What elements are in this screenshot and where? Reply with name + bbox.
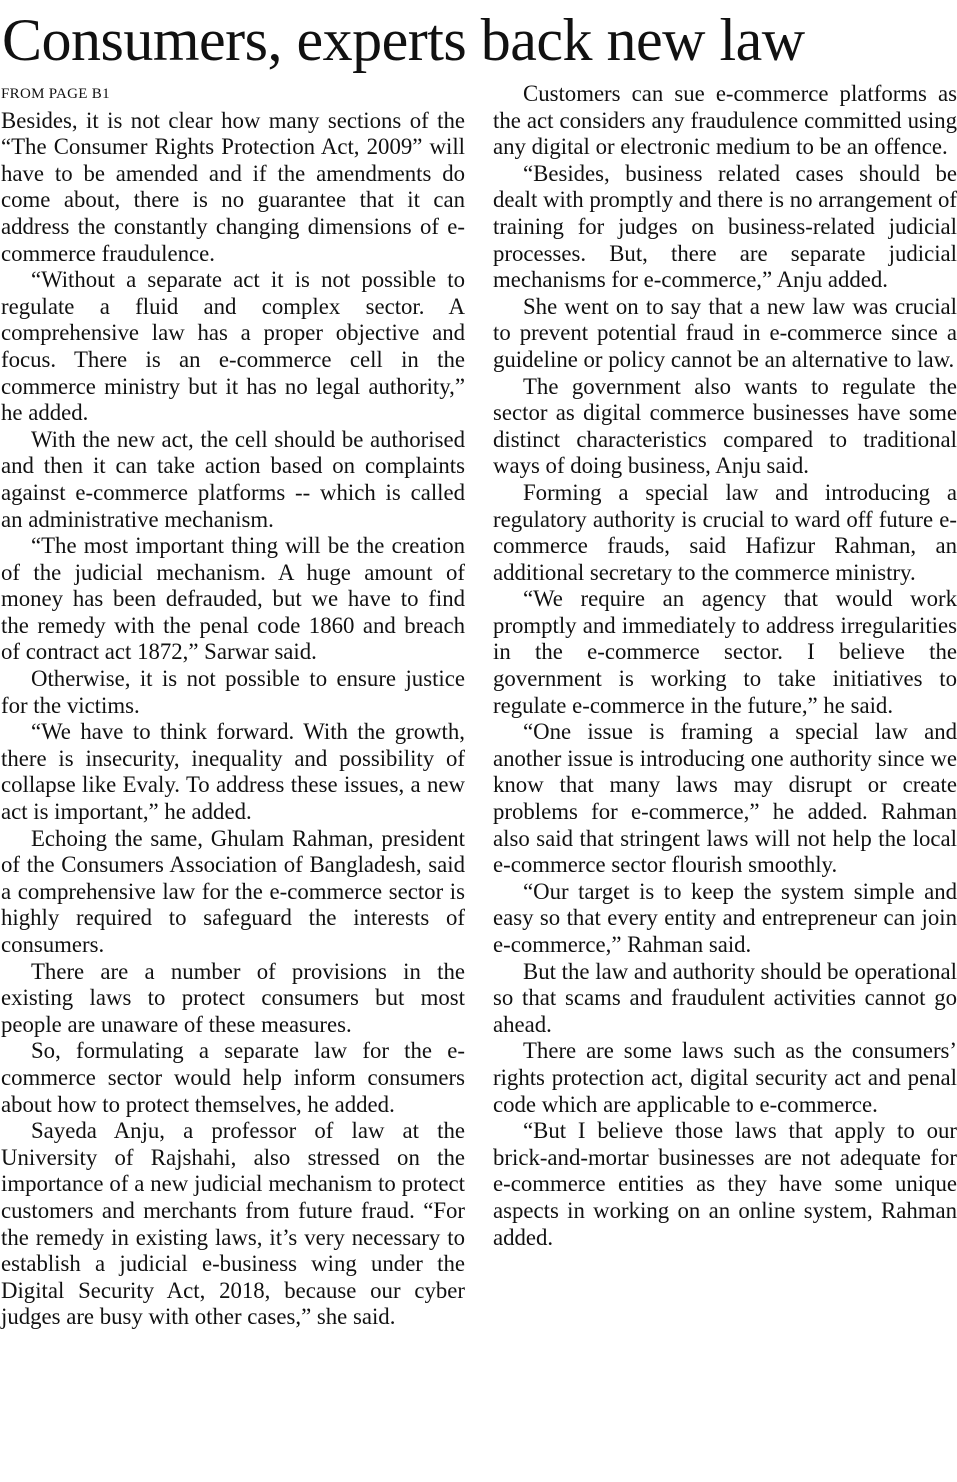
paragraph: “Our target is to keep the system simple and easy so that every entity and entrepreneur can join e-commerce,” Rahman said. [493,878,957,957]
paragraph: “One issue is framing a special law and another issue is introducing one authority since we know that many laws may disrupt or create problems for e-commerce,” he added. Rahman also said that stringent laws will not help the local e-commerce sector flourish smoothly. [493,719,957,878]
headline: Consumers, experts back new law [2,7,805,73]
paragraph: There are a number of provisions in the existing laws to protect consumers but most people are unaware of these measures. [1,958,465,1037]
paragraph: There are some laws such as the consumers’ rights protection act, digital security act and penal code which are applicable to e-commerce. [493,1038,957,1117]
paragraph: Forming a special law and introducing a regulatory authority is crucial to ward off future e-commerce frauds, said Hafizur Rahman, an additional secretary to the commerce ministry. [493,479,957,585]
paragraph: “We have to think forward. With the growth, there is insecurity, inequality and possibility of collapse like Evaly. To address these issues, a new act is important,” he added. [1,719,465,825]
paragraph: But the law and authority should be operational so that scams and fraudulent activities cannot go ahead. [493,958,957,1037]
paragraph: Customers can sue e-commerce platforms as the act considers any fraudulence committed using any digital or electronic medium to be an offence. [493,81,957,160]
paragraph: “Besides, business related cases should be dealt with promptly and there is no arrangement of training for judges on business-related judicial processes. But, there are separate judicial mechanisms for e-commerce,” Anju added. [493,160,957,293]
paragraph: Echoing the same, Ghulam Rahman, president of the Consumers Association of Bangladesh, said a comprehensive law for the e-commerce sector is highly required to safeguard the interests of consumers. [1,825,465,957]
paragraph: Sayeda Anju, a professor of law at the University of Rajshahi, also stressed on the importance of a new judicial mechanism to protect customers and merchants from future fraud. “For the remedy in existing laws, it’s very necessary to establish a judicial e-business wing under the Digital Security Act, 2018, because our cyber judges are busy with other cases,” she said. [1,1118,465,1330]
paragraph: So, formulating a separate law for the e-commerce sector would help inform consumers about how to protect themselves, he added. [1,1038,465,1117]
article-column-right [493,81,957,1251]
paragraph: Besides, it is not clear how many sections of the “The Consumer Rights Protection Act, 2009” will have to be amended and if the amendments do come about, there is no guarantee that it can address the constantly changing dimensions of e-commerce fraudulence. [1,107,465,266]
article-column-left [1,81,465,1331]
paragraph: Otherwise, it is not possible to ensure justice for the victims. [1,666,465,718]
paragraph: “The most important thing will be the creation of the judicial mechanism. A huge amount of money has been defrauded, but we have to find the remedy with the penal code 1860 and breach of contract act 1872,” Sarwar said. [1,533,465,665]
paragraph: The government also wants to regulate the sector as digital commerce businesses have some distinct characteristics compared to traditional ways of doing business, Anju said. [493,373,957,479]
paragraph: “But I believe those laws that apply to our brick-and-mortar businesses are not adequate for e-commerce entities as they have some unique aspects in working on an online system, Rahman added. [493,1118,957,1250]
paragraph: “We require an agency that would work promptly and immediately to address irregularities in the e-commerce sector. I believe the government is working to take initiatives to regulate e-commerce in the future,” he said. [493,586,957,718]
dateline: FROM PAGE B1 [1,86,110,102]
paragraph: She went on to say that a new law was crucial to prevent potential fraud in e-commerce since a guideline or policy cannot be an alternative to law. [493,293,957,372]
paragraph: “Without a separate act it is not possible to regulate a fluid and complex sector. A comprehensive law has a proper objective and focus. There is an e-commerce cell in the commerce ministry but it has no legal authority,” he added. [1,267,465,426]
paragraph: With the new act, the cell should be authorised and then it can take action based on complaints against e-commerce platforms -- which is called an administrative mechanism. [1,426,465,532]
